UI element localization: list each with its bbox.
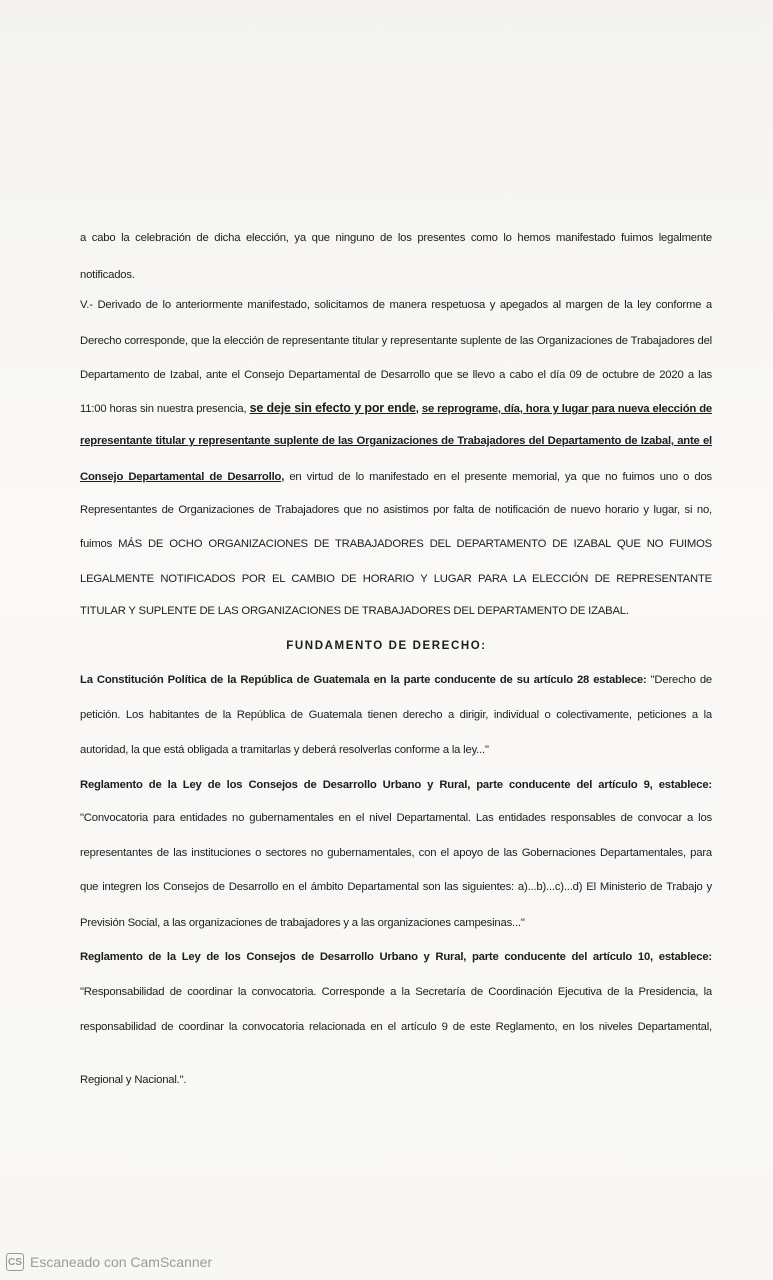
body-line: petición. Los habitantes de la República de Guatemala tienen derecho a dirigir, individual o colectivamente, peticiones a la bbox=[80, 709, 712, 721]
plain-text: "Derecho de bbox=[646, 674, 712, 686]
body-line: LEGALMENTE NOTIFICADOS POR EL CAMBIO DE HORARIO Y LUGAR PARA LA ELECCIÓN DE REPRESENTANTE bbox=[80, 573, 712, 585]
body-line: "Responsabilidad de coordinar la convocatoria. Corresponde a la Secretaría de Coordinación Ejecutiva de la Presidencia, la bbox=[80, 986, 712, 998]
body-line: autoridad, la que está obligada a tramitarlas y deberá resolverlas conforme a la ley..." bbox=[80, 744, 489, 756]
scanner-watermark bbox=[6, 1253, 212, 1271]
body-line: "Convocatoria para entidades no gubernamentales en el nivel Departamental. Las entidades responsables de convocar a los bbox=[80, 812, 712, 824]
emphasis-line: representante titular y representante suplente de las Organizaciones de Trabajadores del Departamento de Izabal, ante el bbox=[80, 435, 712, 447]
body-line: que integren los Consejos de Desarrollo en el ámbito Departamental son las siguientes: a)...b)...c)...d) El Ministerio de Trabajo y bbox=[80, 881, 712, 893]
citation-title: Reglamento de la Ley de los Consejos de Desarrollo Urbano y Rural, parte conducente del artículo 9, establece: bbox=[80, 779, 712, 791]
body-line: V.- Derivado de lo anteriormente manifestado, solicitamos de manera respetuosa y apegados al margen de la ley conforme a bbox=[80, 299, 712, 311]
body-line: Departamento de Izabal, ante el Consejo Departamental de Desarrollo que se llevo a cabo el día 09 de octubre de 2020 a las bbox=[80, 369, 712, 381]
plain-text: , bbox=[415, 403, 422, 415]
body-line: responsabilidad de coordinar la convocatoria relacionada en el artículo 9 de este Reglamento, en los niveles Departamental, bbox=[80, 1021, 712, 1033]
body-line: a cabo la celebración de dicha elección, ya que ninguno de los presentes como lo hemos manifestado fuimos legalmente bbox=[80, 232, 712, 244]
emphasis-text: Consejo Departamental de Desarrollo, bbox=[80, 471, 285, 483]
camscanner-logo-icon: CS bbox=[6, 1253, 24, 1271]
body-line: TITULAR Y SUPLENTE DE LAS ORGANIZACIONES DE TRABAJADORES DEL DEPARTAMENTO DE IZABAL. bbox=[80, 605, 629, 617]
watermark-text: Escaneado con CamScanner bbox=[30, 1254, 213, 1270]
petition-line bbox=[80, 401, 712, 416]
body-line: Previsión Social, a las organizaciones de trabajadores y a las organizaciones campesinas..." bbox=[80, 917, 525, 929]
citation-title: Reglamento de la Ley de los Consejos de Desarrollo Urbano y Rural, parte conducente del artículo 10, establece: bbox=[80, 951, 712, 963]
body-line: Derecho corresponde, que la elección de representante titular y representante suplente de las Organizaciones de Trabajadores del bbox=[80, 335, 712, 347]
body-line: fuimos MÁS DE OCHO ORGANIZACIONES DE TRABAJADORES DEL DEPARTAMENTO DE IZABAL QUE NO FUIMOS bbox=[80, 538, 712, 550]
emphasis-text: se reprograme, día, hora y lugar para nueva elección de bbox=[421, 403, 713, 415]
petition-line bbox=[80, 470, 712, 484]
body-line: Regional y Nacional.". bbox=[80, 1074, 187, 1086]
body-line: representantes de las instituciones o sectores no gubernamentales, con el apoyo de las Gobernaciones Departamentales, para bbox=[80, 847, 712, 859]
body-line: Representantes de Organizaciones de Trabajadores que no asistimos por falta de notificación de nuevo horario y lugar, si no, bbox=[80, 504, 712, 516]
plain-text: en virtud de lo manifestado en el presente memorial, ya que no fuimos uno o dos bbox=[284, 471, 712, 483]
plain-text: 11:00 horas sin nuestra presencia, bbox=[80, 403, 250, 415]
citation-line bbox=[80, 673, 712, 687]
emphasis-text: se deje sin efecto y por ende bbox=[249, 401, 416, 415]
section-heading: FUNDAMENTO DE DERECHO: bbox=[286, 640, 487, 652]
body-line: notificados. bbox=[80, 269, 135, 281]
citation-title: La Constitución Política de la República de Guatemala en la parte conducente de su artículo 28 establece: bbox=[80, 674, 647, 686]
